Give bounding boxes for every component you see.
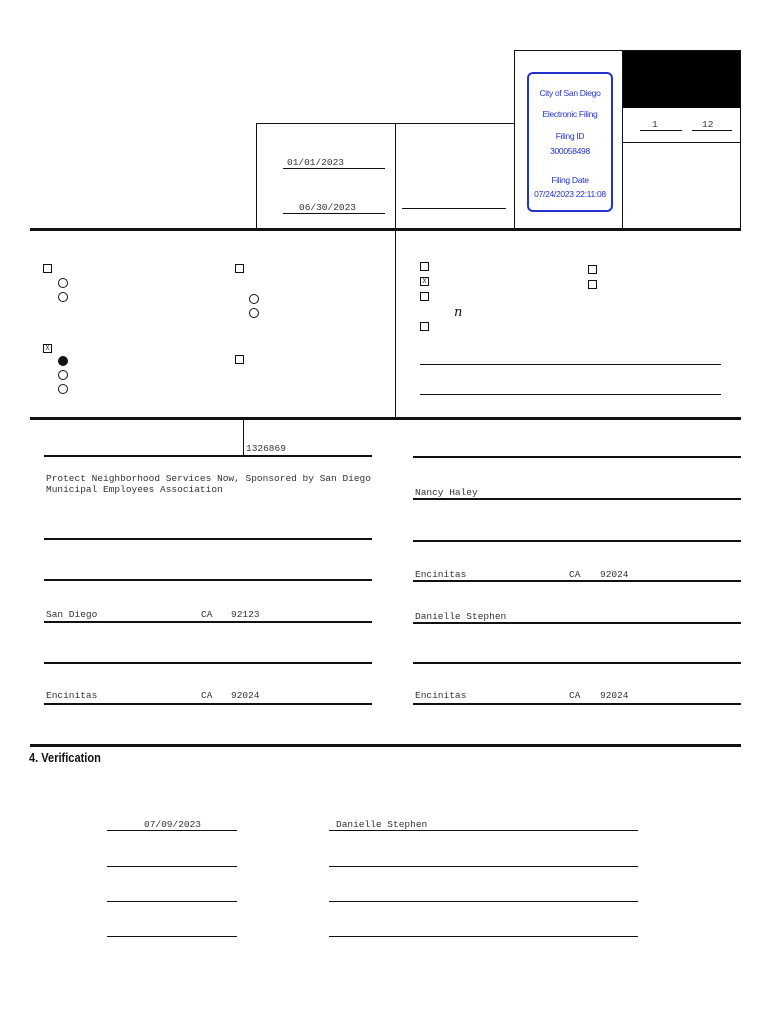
period-box-divider [395,123,396,230]
type-radio-3c[interactable] [58,384,68,394]
stamp-filing-id-label: Filing ID [555,131,585,141]
section-divider-2 [30,417,741,420]
verification-date-line-4 [107,936,237,937]
committee-mailing-line [44,662,372,664]
filing-stamp [527,72,613,212]
verification-signer-line-4 [329,936,638,937]
type-radio-3b[interactable] [58,370,68,380]
assistant-treasurer-city-line [413,703,741,705]
verification-signer-line-3 [329,901,638,902]
treasurer-city-line [413,580,741,582]
page-number-line [640,130,682,131]
statement-script-mark: n [454,305,463,320]
verification-date-line-2 [107,866,237,867]
type-checkbox-4[interactable] [235,355,244,364]
assistant-treasurer-city: Encinitas [415,690,467,701]
treasurer-name-line [413,498,741,500]
section-divider-3 [30,744,741,747]
type-radio-2a[interactable] [249,294,259,304]
stamp-electronic: Electronic Filing [542,109,598,119]
statement-checkbox-1[interactable] [420,262,429,271]
type-checkbox-1[interactable] [43,264,52,273]
period-from-line [283,168,385,169]
committee-id-number: 1326869 [246,443,286,454]
verification-signer-line-2 [329,866,638,867]
type-checkbox-3[interactable]: X [43,344,52,353]
stamp-city: City of San Diego [539,88,601,98]
verification-signer-line [329,830,638,831]
type-radio-1b[interactable] [58,292,68,302]
statement-line-1 [420,364,721,365]
stamp-filing-date-label: Filing Date [551,175,589,185]
assistant-treasurer-address-line [413,662,741,664]
period-to: 06/30/2023 [299,202,357,213]
stamp-filing-id: 300058498 [550,146,590,156]
statement-checkbox-2[interactable]: X [420,277,429,286]
committee-city-line [44,621,372,623]
committee-mailing-state: CA [201,690,213,701]
page-number: 1 [652,119,658,130]
id-field-divider [243,419,244,455]
verification-date-line [107,830,237,831]
type-radio-1a[interactable] [58,278,68,288]
statement-checkbox-3[interactable] [420,292,429,301]
committee-mailing-city-line [44,703,372,705]
type-radio-3a[interactable] [58,356,68,366]
treasurer-city: Encinitas [415,569,467,580]
committee-address-line [44,579,372,581]
committee-mailing-city: Encinitas [46,690,98,701]
committee-name-line [44,538,372,540]
assistant-treasurer-name-line [413,622,741,624]
period-to-line [283,213,385,214]
treasurer-address-line [413,540,741,542]
stamp-right-divider [622,50,623,230]
verification-heading: 4. Verification [29,750,101,765]
verification-date-line-3 [107,901,237,902]
type-checkbox-2[interactable] [235,264,244,273]
period-from: 01/01/2023 [287,157,345,168]
page-total: 12 [702,119,714,130]
committee-state: CA [201,609,213,620]
committee-zip: 92123 [231,609,260,620]
verification-signer: Danielle Stephen [336,819,428,830]
committee-mailing-zip: 92024 [231,690,260,701]
committee-city: San Diego [46,609,98,620]
assistant-treasurer-state: CA [569,690,581,701]
page-box-divider [623,142,741,143]
treasurer-top-line [413,456,741,458]
assistant-treasurer-name: Danielle Stephen [415,611,507,622]
period-date-line [402,208,506,209]
treasurer-zip: 92024 [600,569,629,580]
section-1-middle-divider [395,230,396,418]
treasurer-state: CA [569,569,581,580]
assistant-treasurer-zip: 92024 [600,690,629,701]
stamp-filing-date: 07/24/2023 22:11:08 [534,189,606,199]
statement-checkbox-6[interactable] [588,280,597,289]
committee-name: Protect Neighborhood Services Now, Sponsored by San Diego Municipal Employees Association [46,473,371,495]
page-total-line [692,130,732,131]
statement-line-2 [420,394,721,395]
section-divider-1 [30,228,741,231]
statement-checkbox-5[interactable] [588,265,597,274]
statement-checkbox-4[interactable] [420,322,429,331]
type-radio-2b[interactable] [249,308,259,318]
treasurer-name: Nancy Haley [415,487,478,498]
verification-date: 07/09/2023 [144,819,202,830]
committee-id-line [44,455,372,457]
